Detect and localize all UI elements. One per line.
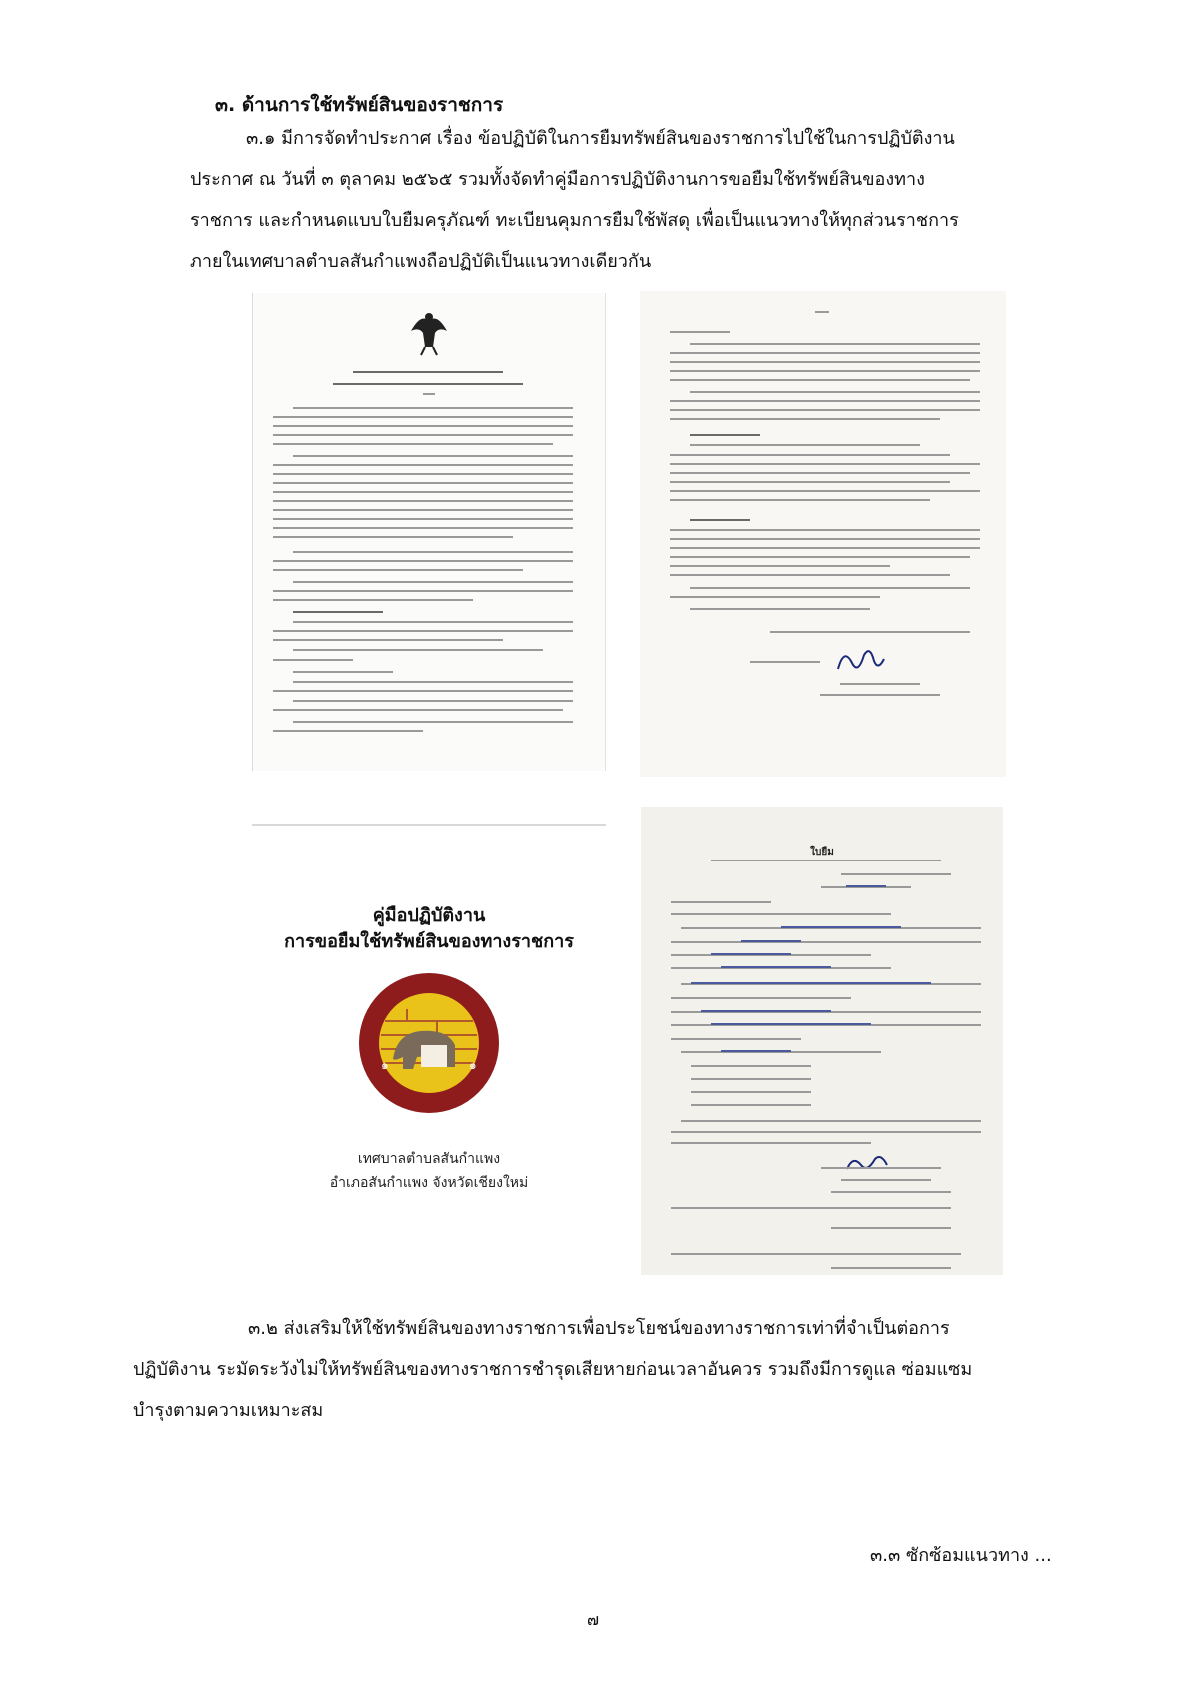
form-signature-icon [841,1151,891,1175]
paragraph-line: ประกาศ ณ วันที่ ๓ ตุลาคม ๒๕๖๕ รวมทั้งจัดทำคู่มือการปฏิบัติงานการขอยืมใช้ทรัพย์สินของทาง [190,169,925,190]
paragraph-line: บำรุงตามความเหมาะสม [133,1400,324,1421]
page-number: ๗ [587,1610,600,1629]
section-title: ๓. ด้านการใช้ทรัพย์สินของราชการ [215,94,504,116]
paragraph-line: ภายในเทศบาลตำบลสันกำแพงถือปฏิบัติเป็นแนวทางเดียวกัน [190,251,652,272]
continuation-text: ๓.๓ ซักซ้อมแนวทาง ... [870,1545,1052,1566]
manual-title-line-1: คู่มือปฏิบัติงาน [372,905,486,926]
garuda-emblem-icon [411,313,447,355]
announcement-page-1-image [252,293,606,771]
paragraph-line: ปฏิบัติงาน ระมัดระวังไม่ให้ทรัพย์สินของทางราชการชำรุดเสียหายก่อนเวลาอันควร รวมถึงมีการดูแล ซ่อมแซม [133,1359,973,1380]
manual-title-line-2: การขอยืมใช้ทรัพย์สินของทางราชการ [284,931,574,952]
borrow-form-image [641,807,1003,1275]
manual-org-line-1: เทศบาลตำบลสันกำแพง [357,1151,501,1167]
paragraph-line: ราชการ และกำหนดแบบใบยืมครุภัณฑ์ ทะเบียนคุมการยืมใช้พัสดุ เพื่อเป็นแนวทางให้ทุกส่วนราชการ [190,210,959,231]
svg-text:๑: ๑ [469,1058,477,1072]
paragraph-line: ๓.๒ ส่งเสริมให้ใช้ทรัพย์สินของทางราชการเพื่อประโยชน์ของทางราชการเท่าที่จำเป็นต่อการ [248,1318,950,1339]
form-title: ใบยืม [810,847,834,858]
manual-org-line-2: อำเภอสันกำแพง จังหวัดเชียงใหม่ [329,1175,529,1191]
manual-cover-image [252,824,606,1282]
paragraph-line: ๓.๑ มีการจัดทำประกาศ เรื่อง ข้อปฏิบัติในการยืมทรัพย์สินของราชการไปใช้ในการปฏิบัติงาน [246,128,955,149]
paragraph-3-1 [190,118,1070,282]
signature-icon [830,641,890,681]
municipality-seal-icon [357,971,502,1116]
paragraph-3-2 [133,1308,1063,1431]
announcement-page-2-image [640,291,1006,777]
svg-text:๑: ๑ [381,1058,389,1072]
